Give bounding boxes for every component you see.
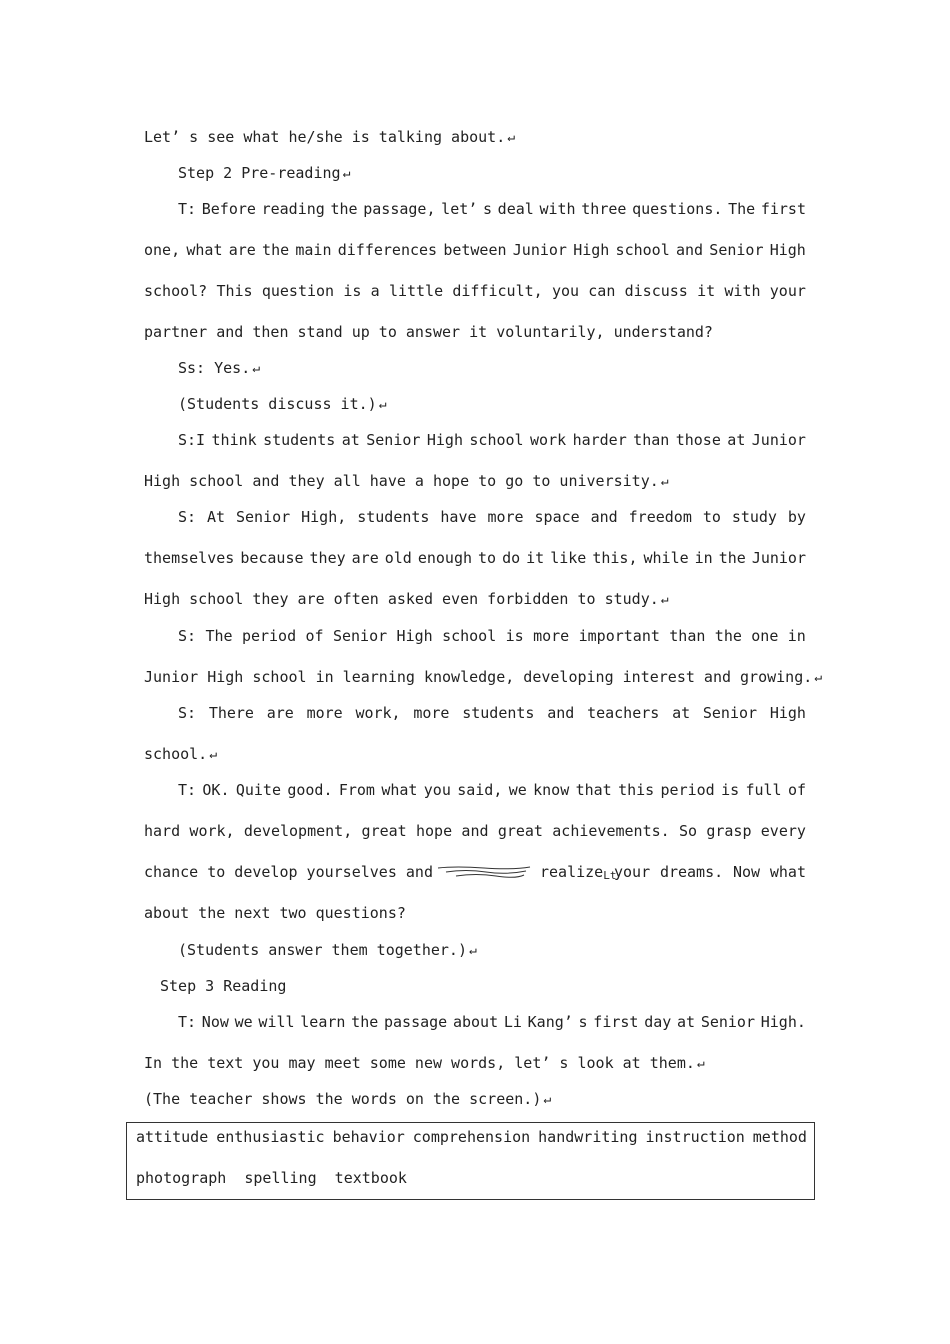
word: High	[396, 627, 433, 645]
word: than	[669, 627, 706, 645]
word: school	[442, 627, 497, 645]
text-line	[178, 627, 806, 645]
word: learn	[300, 1013, 346, 1031]
word: students	[357, 508, 430, 526]
word: High	[426, 431, 463, 449]
word: S:I	[178, 431, 206, 449]
word: Senior	[702, 704, 758, 722]
word: one,	[144, 241, 181, 259]
ink-squiggle-icon	[436, 864, 532, 880]
paragraph-mark-icon: ↵	[468, 942, 477, 958]
word: the	[351, 1013, 379, 1031]
word: to	[702, 508, 721, 526]
word: s	[482, 200, 492, 218]
word: is	[505, 627, 524, 645]
word: first	[593, 1013, 639, 1031]
word: the	[262, 241, 290, 259]
word: what	[186, 241, 223, 259]
word: s	[578, 1013, 588, 1031]
word: school?	[144, 282, 208, 300]
word: OK.	[202, 781, 230, 799]
text-line: High school they are often asked even forbidden to study. ↵	[144, 590, 669, 608]
word: first	[760, 200, 806, 218]
word: difficult,	[452, 282, 543, 300]
word: development,	[243, 822, 353, 840]
word: Junior	[512, 241, 567, 259]
word: S:	[178, 508, 197, 526]
word: think	[211, 431, 257, 449]
word: of	[305, 627, 324, 645]
word: have	[440, 508, 477, 526]
text-line	[144, 549, 806, 567]
word: is	[343, 282, 362, 300]
word: more	[306, 704, 343, 722]
word: school	[469, 431, 524, 449]
word: Now	[201, 1013, 229, 1031]
word: of	[787, 781, 806, 799]
word: full	[745, 781, 782, 799]
word: the	[714, 627, 742, 645]
word: by	[787, 508, 806, 526]
word: those	[675, 431, 721, 449]
word: we	[234, 1013, 253, 1031]
paragraph-mark-icon: ↵	[378, 396, 387, 412]
paragraph-mark-icon: ↵	[660, 473, 669, 489]
word: with	[724, 282, 761, 300]
word: are	[266, 704, 294, 722]
text-line	[178, 1013, 806, 1031]
word: The	[205, 627, 233, 645]
word: we	[508, 781, 527, 799]
word: great	[497, 822, 543, 840]
word: High,	[301, 508, 347, 526]
text-line: partner and then stand up to answer it voluntarily, understand?	[144, 323, 713, 341]
word: Kang’	[527, 1013, 573, 1031]
word: students	[462, 704, 535, 722]
word: hope	[416, 822, 453, 840]
word: T:	[178, 200, 197, 218]
word: what	[381, 781, 418, 799]
vocabulary-box	[126, 1122, 815, 1200]
text-line	[178, 781, 806, 799]
word: in	[694, 549, 713, 567]
word: little	[388, 282, 444, 300]
word: about	[452, 1013, 499, 1031]
text-line: Let’ s see what he/she is talking about. ↵	[144, 128, 516, 146]
word: enough	[417, 549, 473, 567]
word: your	[769, 282, 806, 300]
word: one	[751, 627, 779, 645]
word: period	[241, 627, 297, 645]
word: at	[341, 431, 360, 449]
paragraph-mark-icon: ↵	[660, 591, 669, 607]
word: they	[309, 549, 346, 567]
word: T:	[178, 781, 197, 799]
word: discuss	[624, 282, 688, 300]
word: questions.	[632, 200, 723, 218]
word: students	[263, 431, 336, 449]
word: you	[551, 282, 580, 300]
text-line	[144, 241, 806, 259]
text-line: (The teacher shows the words on the screen.) ↵	[144, 1090, 552, 1108]
word: day	[644, 1013, 672, 1031]
vocabulary-row	[136, 1128, 807, 1146]
word: passage,	[363, 200, 436, 218]
paragraph-mark-icon: ↵	[696, 1055, 705, 1071]
word: Junior	[751, 549, 806, 567]
word: are	[228, 241, 256, 259]
word: This	[216, 282, 253, 300]
text-line: (Students discuss it.) ↵	[178, 395, 387, 413]
word: let’	[441, 200, 478, 218]
word: than	[633, 431, 670, 449]
word: while	[643, 549, 689, 567]
word: more	[413, 704, 450, 722]
word: Senior	[709, 241, 764, 259]
text-line	[178, 508, 806, 526]
word: work,	[189, 822, 235, 840]
word: question	[261, 282, 335, 300]
word: more	[533, 627, 570, 645]
word: this,	[592, 549, 638, 567]
paragraph-mark-icon: ↵	[342, 165, 351, 181]
word: work,	[355, 704, 401, 722]
word: is	[721, 781, 740, 799]
word: method	[752, 1128, 807, 1146]
word: at	[677, 1013, 696, 1031]
vocabulary-row: photograph spelling textbook	[136, 1169, 407, 1187]
word: freedom	[628, 508, 692, 526]
word: themselves	[144, 549, 235, 567]
word: Quite	[235, 781, 281, 799]
word: Junior	[751, 431, 806, 449]
word: T:	[178, 1013, 197, 1031]
word: old	[384, 549, 412, 567]
word: know	[533, 781, 570, 799]
word: school	[615, 241, 670, 259]
word: deal	[497, 200, 534, 218]
text-line	[178, 200, 806, 218]
word: more	[487, 508, 524, 526]
word: a	[370, 282, 380, 300]
word: the	[330, 200, 358, 218]
word: Li	[503, 1013, 522, 1031]
word: you	[423, 781, 451, 799]
step-heading: Step 2 Pre-reading ↵	[178, 164, 351, 182]
word: your	[614, 863, 651, 881]
word: great	[361, 822, 407, 840]
word: to	[478, 549, 497, 567]
word: this	[618, 781, 655, 799]
text-line: High school and they all have a hope to go to university. ↵	[144, 472, 669, 490]
text-line	[144, 822, 806, 840]
text-line: school. ↵	[144, 745, 218, 763]
word: From	[338, 781, 375, 799]
word: teachers	[587, 704, 660, 722]
word: differences	[337, 241, 438, 259]
word: are	[351, 549, 379, 567]
word: passage	[384, 1013, 448, 1031]
word: Before	[201, 200, 256, 218]
word: S:	[178, 704, 197, 722]
word: comprehension	[412, 1128, 531, 1146]
word: behavior	[332, 1128, 405, 1146]
word: at	[672, 704, 691, 722]
word: in	[787, 627, 806, 645]
text-line: Ss: Yes. ↵	[178, 359, 261, 377]
word: and	[675, 241, 704, 259]
word: attitude	[136, 1128, 209, 1146]
word: what	[769, 863, 806, 881]
word: dreams.	[659, 863, 724, 881]
word: Senior	[332, 627, 388, 645]
word: that	[575, 781, 612, 799]
word: period	[660, 781, 715, 799]
paragraph-mark-icon: ↵	[814, 669, 823, 685]
word: with	[539, 200, 576, 218]
text-line: Junior High school in learning knowledge, developing interest and growing. ↵	[144, 668, 823, 686]
text-line	[178, 431, 806, 449]
word: Senior	[700, 1013, 755, 1031]
word: enthusiastic	[216, 1128, 325, 1146]
word: High	[573, 241, 610, 259]
word: and	[590, 508, 618, 526]
word: High	[769, 704, 806, 722]
word: main	[295, 241, 332, 259]
text-line: In the text you may meet some new words, let’ s look at them. ↵	[144, 1054, 705, 1072]
word: important	[578, 627, 660, 645]
text-line: chance to develop yourselves and	[144, 863, 433, 881]
word: Now	[732, 863, 761, 881]
word: instruction	[645, 1128, 745, 1146]
word: So	[678, 822, 698, 840]
word: at	[727, 431, 746, 449]
text-line: (Students answer them together.) ↵	[178, 941, 477, 959]
word: space	[534, 508, 580, 526]
word: because	[240, 549, 304, 567]
word: grasp	[706, 822, 752, 840]
word: harder	[572, 431, 627, 449]
word: between	[443, 241, 507, 259]
text-line	[614, 863, 806, 881]
word: said,	[457, 781, 503, 799]
word: reading	[261, 200, 325, 218]
word: At	[207, 508, 226, 526]
word: High.	[760, 1013, 806, 1031]
word: will	[258, 1013, 295, 1031]
step-heading: Step 3 Reading	[160, 977, 287, 995]
word: good.	[287, 781, 333, 799]
word: achievements.	[552, 822, 670, 840]
text-line	[178, 704, 806, 722]
paragraph-mark-icon: ↵	[252, 360, 261, 376]
word: S:	[178, 627, 197, 645]
word: Senior	[236, 508, 291, 526]
word: three	[581, 200, 627, 218]
word: it	[697, 282, 716, 300]
word: study	[731, 508, 777, 526]
word: it	[526, 549, 545, 567]
word: the	[718, 549, 746, 567]
text-line: realizeLt	[540, 863, 617, 882]
word: and	[461, 822, 489, 840]
word: and	[547, 704, 575, 722]
word: like	[550, 549, 587, 567]
word: every	[760, 822, 806, 840]
word: There	[208, 704, 254, 722]
word: can	[588, 282, 616, 300]
word: handwriting	[538, 1128, 638, 1146]
word: Senior	[366, 431, 421, 449]
word: do	[502, 549, 521, 567]
word: The	[728, 200, 756, 218]
text-line: about the next two questions?	[144, 904, 406, 922]
paragraph-mark-icon: ↵	[209, 746, 218, 762]
word: hard	[144, 822, 181, 840]
word: High	[769, 241, 806, 259]
paragraph-mark-icon: ↵	[507, 129, 516, 145]
text-line	[144, 282, 806, 300]
word: work	[530, 431, 567, 449]
paragraph-mark-icon: ↵	[543, 1091, 552, 1107]
